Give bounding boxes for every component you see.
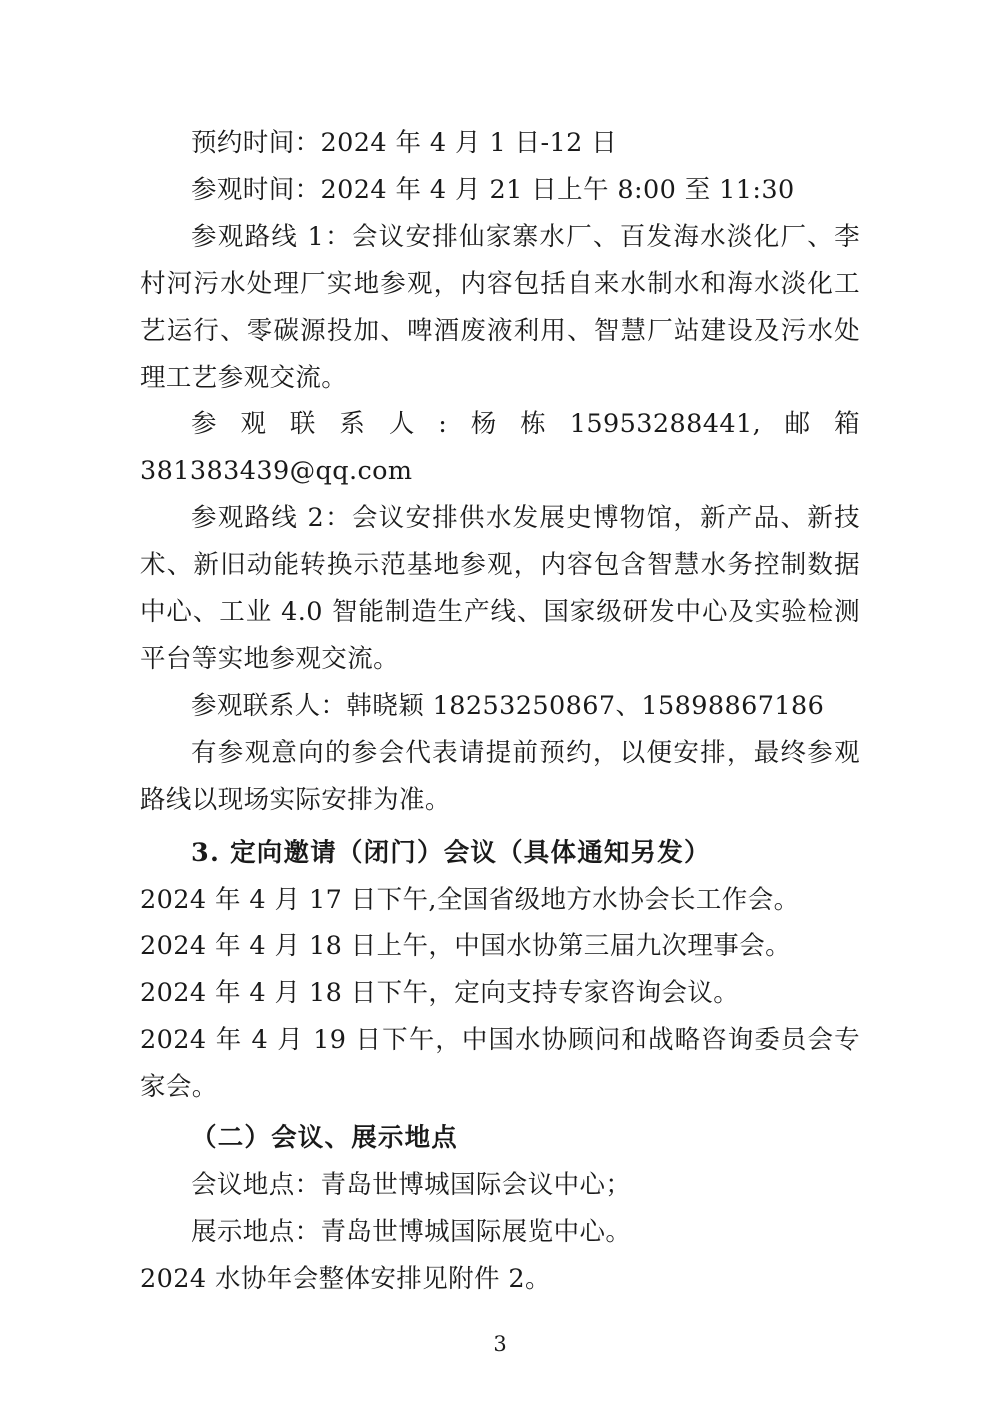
document-body [140, 120, 860, 1303]
page-number: 3 [493, 1332, 507, 1356]
paragraph-route-2: 参观路线 2：会议安排供水发展史博物馆，新产品、新技术、新旧动能转换示范基地参观，内容包含智慧水务控制数据中心、工业 4.0 智能制造生产线、国家级研发中心及实验检测平台等实地参观交流。 [140, 503, 860, 674]
heading-section-2: （二）会议、展示地点 [191, 1123, 459, 1154]
paragraph-exhibition-venue: 展示地点：青岛世博城国际展览中心。 [191, 1216, 632, 1247]
paragraph-booking-time: 预约时间：2024 年 4 月 1 日-12 日 [191, 128, 618, 158]
paragraph-meeting-0418-am: 2024 年 4 月 18 日上午，中国水协第三届九次理事会。 [140, 931, 791, 962]
paragraph-meeting-venue: 会议地点：青岛世博城国际会议中心； [191, 1169, 632, 1200]
heading-section-3: 3. 定向邀请（闭门）会议（具体通知另发） [191, 837, 711, 868]
paragraph-contact-1: 参观联系人:杨栋15953288441,邮箱 381383439@qq.com [140, 409, 860, 487]
paragraph-route-1: 参观路线 1：会议安排仙家寨水厂、百发海水淡化厂、李村河污水处理厂实地参观，内容包括自来水制水和海水淡化工艺运行、零碳源投加、啤酒废液利用、智慧厂站建设及污水处理工艺参观交流。 [140, 221, 860, 393]
paragraph-annex-note: 2024 水协年会整体安排见附件 2。 [140, 1263, 551, 1294]
paragraph-visit-time: 参观时间：2024 年 4 月 21 日上午 8:00 至 11:30 [191, 174, 795, 205]
paragraph-meeting-0417: 2024 年 4 月 17 日下午,全国省级地方水协会长工作会。 [140, 884, 800, 915]
paragraph-meeting-0418-pm: 2024 年 4 月 18 日下午，定向支持专家咨询会议。 [140, 978, 740, 1009]
paragraph-contact-2: 参观联系人：韩晓颖 18253250867、15898867186 [191, 690, 825, 721]
paragraph-meeting-0419: 2024 年 4 月 19 日下午，中国水协顾问和战略咨询委员会专家会。 [140, 1025, 860, 1103]
paragraph-booking-note: 有参观意向的参会代表请提前预约，以便安排，最终参观路线以现场实际安排为准。 [140, 737, 860, 815]
